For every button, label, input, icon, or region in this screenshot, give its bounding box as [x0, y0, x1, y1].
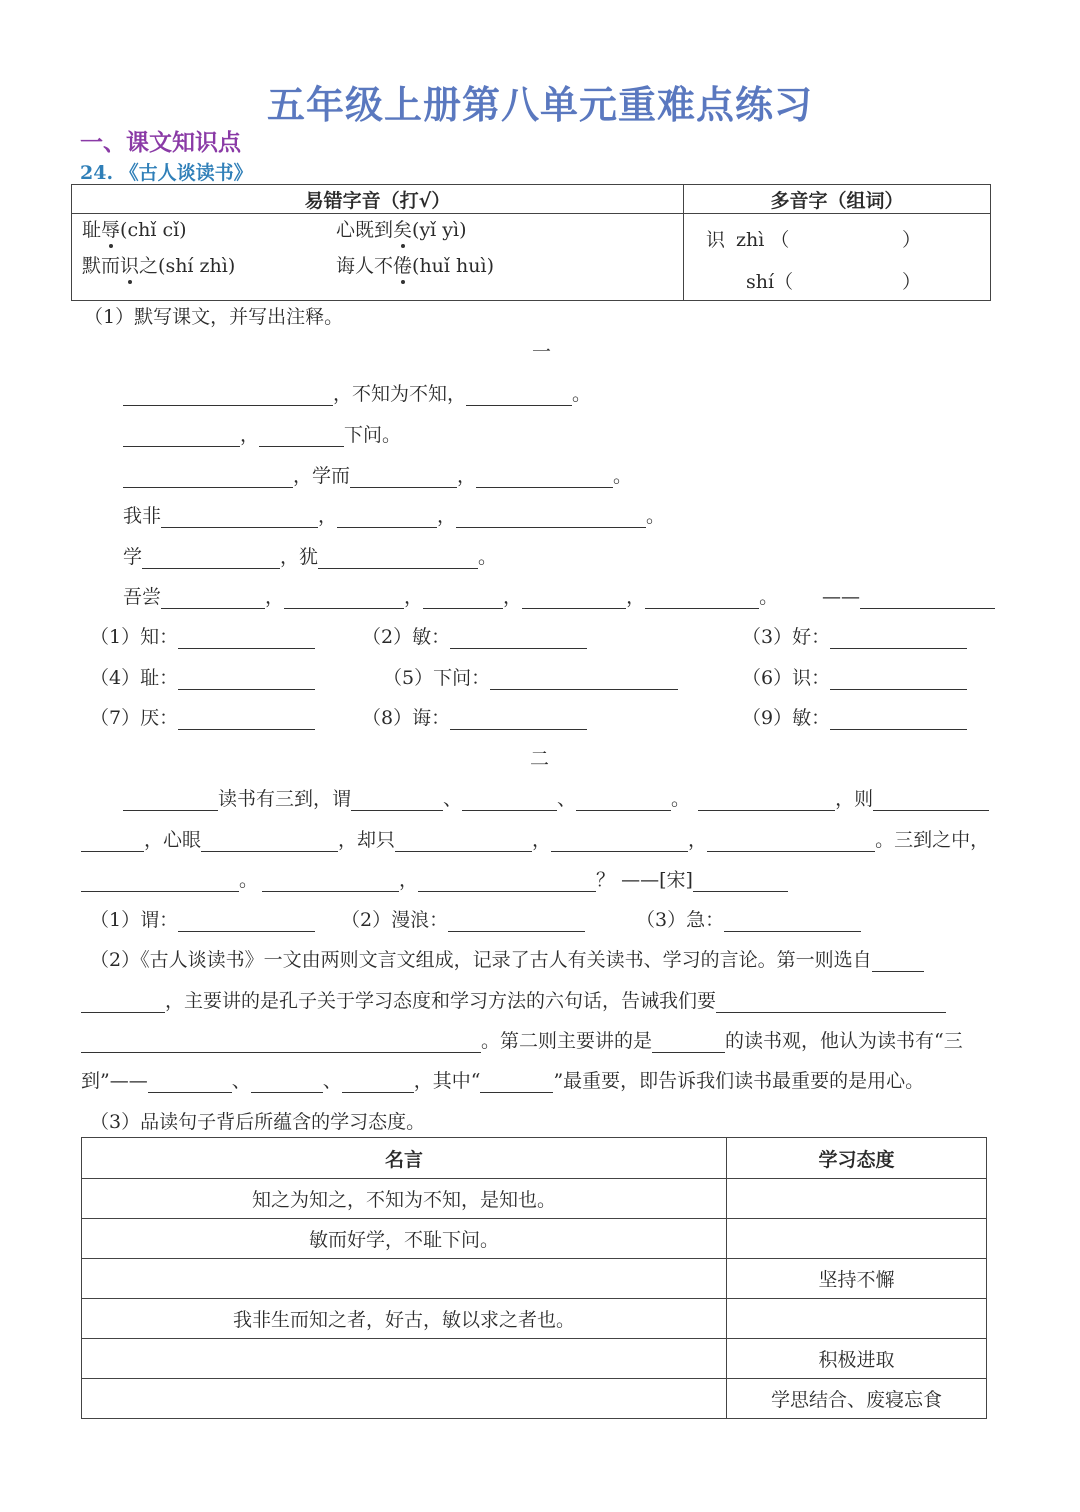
answer-blank[interactable] [423, 586, 503, 609]
answer-blank[interactable] [251, 1070, 323, 1093]
check-mark-icon: √ [418, 189, 432, 212]
answer-blank[interactable] [418, 869, 596, 892]
answer-blank[interactable] [395, 829, 532, 852]
answer-blank[interactable] [351, 788, 443, 811]
attitude-cell[interactable] [727, 1299, 987, 1339]
note-item: （8）诲： [362, 706, 587, 730]
answer-blank[interactable] [716, 990, 946, 1013]
attitude-cell[interactable]: 坚持不懈 [727, 1259, 987, 1299]
part-1-heading: 一 [532, 341, 552, 363]
table-row [82, 1259, 987, 1299]
note-item: （2）漫浪： [341, 908, 585, 932]
answer-blank[interactable] [178, 667, 315, 690]
note-item: （7）厌： [90, 706, 315, 730]
answer-blank[interactable] [873, 788, 989, 811]
answer-blank[interactable] [262, 869, 399, 892]
answer-blank[interactable] [178, 626, 315, 649]
answer-blank[interactable] [318, 546, 478, 569]
table-row [82, 1219, 987, 1259]
answer-blank[interactable] [450, 626, 587, 649]
attitude-cell[interactable] [727, 1179, 987, 1219]
question-1-label: （1）默写课文，并写出注释。 [84, 306, 344, 328]
recite-line-6: 吾尝 ， ， ， ， 。 [123, 586, 779, 608]
answer-blank[interactable] [81, 829, 144, 852]
answer-blank[interactable] [81, 869, 239, 892]
answer-blank[interactable] [448, 909, 585, 932]
note-item: （6）识： [742, 666, 967, 690]
answer-blank[interactable] [178, 707, 315, 730]
recite-line-3: ，学而 ， 。 [123, 464, 632, 488]
attitude-header: 学习态度 [727, 1138, 987, 1179]
note-item: （4）耻： [90, 666, 315, 690]
answer-blank[interactable] [161, 586, 265, 609]
part2-line-3: 。 ， ？ ——[宋] [81, 868, 788, 892]
answer-blank[interactable] [123, 465, 293, 488]
attitude-cell[interactable] [727, 1219, 987, 1259]
question-2-line-1: （2）《古人谈读书》一文由两则文言文组成，记录了古人有关读书、学习的言论。第一则选自 [90, 948, 924, 972]
pron-item[interactable]: 默而识之(shí zhì) [82, 255, 236, 277]
answer-blank[interactable] [142, 546, 280, 569]
quote-cell[interactable]: 知之为知之，不知为不知，是知也。 [82, 1179, 727, 1219]
answer-blank[interactable] [123, 424, 240, 447]
answer-blank[interactable] [178, 909, 315, 932]
pronunciation-cell [72, 214, 684, 301]
answer-blank[interactable] [450, 707, 587, 730]
answer-blank[interactable] [830, 626, 967, 649]
answer-blank[interactable] [480, 1070, 553, 1093]
answer-blank[interactable] [645, 586, 759, 609]
answer-blank[interactable] [860, 586, 995, 609]
note-item: （3）急： [636, 908, 861, 932]
answer-blank[interactable] [123, 383, 333, 406]
recite-line-5: 学 ，犹 。 [123, 546, 498, 568]
table-row [82, 1339, 987, 1379]
note-item: （1）谓： [90, 908, 315, 932]
answer-blank[interactable] [490, 667, 678, 690]
answer-blank[interactable] [81, 1030, 481, 1053]
recite-line-1: ，不知为不知， 。 [123, 382, 591, 406]
quote-header: 名言 [82, 1138, 727, 1179]
poly-reading-2: shí（ [746, 271, 794, 293]
attitude-table [81, 1137, 987, 1419]
answer-blank[interactable] [123, 788, 218, 811]
lesson-heading: 24. 《古人谈读书》 [80, 162, 253, 184]
polyphone-cell: 识 zhì （ ） shí（ ） [684, 214, 991, 301]
answer-blank[interactable] [724, 909, 861, 932]
part2-line-2: ，心眼 ，却只 ， ， 。三到之中， [81, 828, 989, 852]
answer-blank[interactable] [201, 829, 338, 852]
answer-blank[interactable] [284, 586, 404, 609]
pron-item[interactable]: 诲人不倦(huǐ huì) [336, 255, 494, 277]
note-item: （2）敏： [362, 625, 587, 649]
answer-blank[interactable] [830, 667, 967, 690]
answer-blank[interactable] [456, 505, 646, 528]
page-title: 五年级上册第八单元重难点练习 [266, 83, 813, 127]
pron-item[interactable]: 心既到矣(yǐ yì) [336, 219, 467, 241]
answer-blank[interactable] [698, 788, 835, 811]
answer-blank[interactable] [707, 829, 875, 852]
question-2-line-3: 。第二则主要讲的是 的读书观，他认为读书有“三 [81, 1029, 963, 1053]
quote-cell[interactable] [82, 1259, 727, 1299]
answer-blank[interactable] [259, 424, 344, 447]
answer-blank[interactable] [337, 505, 437, 528]
poly-reading-1: zhì （ [736, 229, 790, 251]
answer-blank[interactable] [466, 383, 572, 406]
note-item: （3）好： [742, 625, 967, 649]
attitude-cell[interactable]: 积极进取 [727, 1339, 987, 1379]
answer-blank[interactable] [148, 1070, 232, 1093]
quote-cell[interactable]: 敏而好学，不耻下问。 [82, 1219, 727, 1259]
quote-cell[interactable] [82, 1339, 727, 1379]
question-2-line-4: 到”—— 、 、 ，其中“ ”最重要，即告诉我们读书最重要的是用心。 [81, 1070, 925, 1092]
answer-blank[interactable] [161, 505, 318, 528]
question-2-line-2: ，主要讲的是孔子关于学习态度和学习方法的六句话，告诫我们要 [81, 989, 946, 1013]
quote-cell[interactable]: 我非生而知之者，好古，敏以求之者也。 [82, 1299, 727, 1339]
table-row [82, 1179, 987, 1219]
answer-blank[interactable] [872, 949, 924, 972]
answer-blank[interactable] [693, 869, 788, 892]
pronunciation-table [71, 184, 991, 301]
attitude-cell[interactable]: 学思结合、废寝忘食 [727, 1379, 987, 1419]
part2-line-1: 读书有三到，谓 、 、 。 ，则 [123, 787, 989, 811]
answer-blank[interactable] [576, 788, 671, 811]
part-2-heading: 二 [530, 748, 550, 770]
quote-cell[interactable] [82, 1379, 727, 1419]
answer-blank[interactable] [462, 788, 557, 811]
source-line: —— [822, 585, 995, 609]
polyphone-header: 多音字（组词） [684, 185, 991, 214]
recite-line-2: ， 下问。 [123, 423, 401, 447]
answer-blank[interactable] [551, 829, 688, 852]
section-heading: 一、课文知识点 [80, 130, 241, 156]
poly-char: 识 [706, 229, 726, 251]
table-row [82, 1379, 987, 1419]
question-3-label: （3）品读句子背后所蕴含的学习态度。 [90, 1111, 426, 1133]
answer-blank[interactable] [342, 1070, 414, 1093]
answer-blank[interactable] [81, 990, 165, 1013]
answer-blank[interactable] [350, 465, 457, 488]
note-item: （9）敏： [742, 706, 967, 730]
recite-line-4: 我非 ， ， 。 [123, 505, 666, 527]
table-row [82, 1299, 987, 1339]
note-item: （5）下问： [383, 666, 678, 690]
answer-blank[interactable] [830, 707, 967, 730]
note-item: （1）知： [90, 625, 315, 649]
answer-blank[interactable] [652, 1030, 725, 1053]
pronunciation-header: 易错字音（打√） [72, 185, 684, 214]
answer-blank[interactable] [476, 465, 613, 488]
pron-item[interactable]: 耻辱(chǐ cǐ) [82, 219, 187, 241]
answer-blank[interactable] [522, 586, 626, 609]
